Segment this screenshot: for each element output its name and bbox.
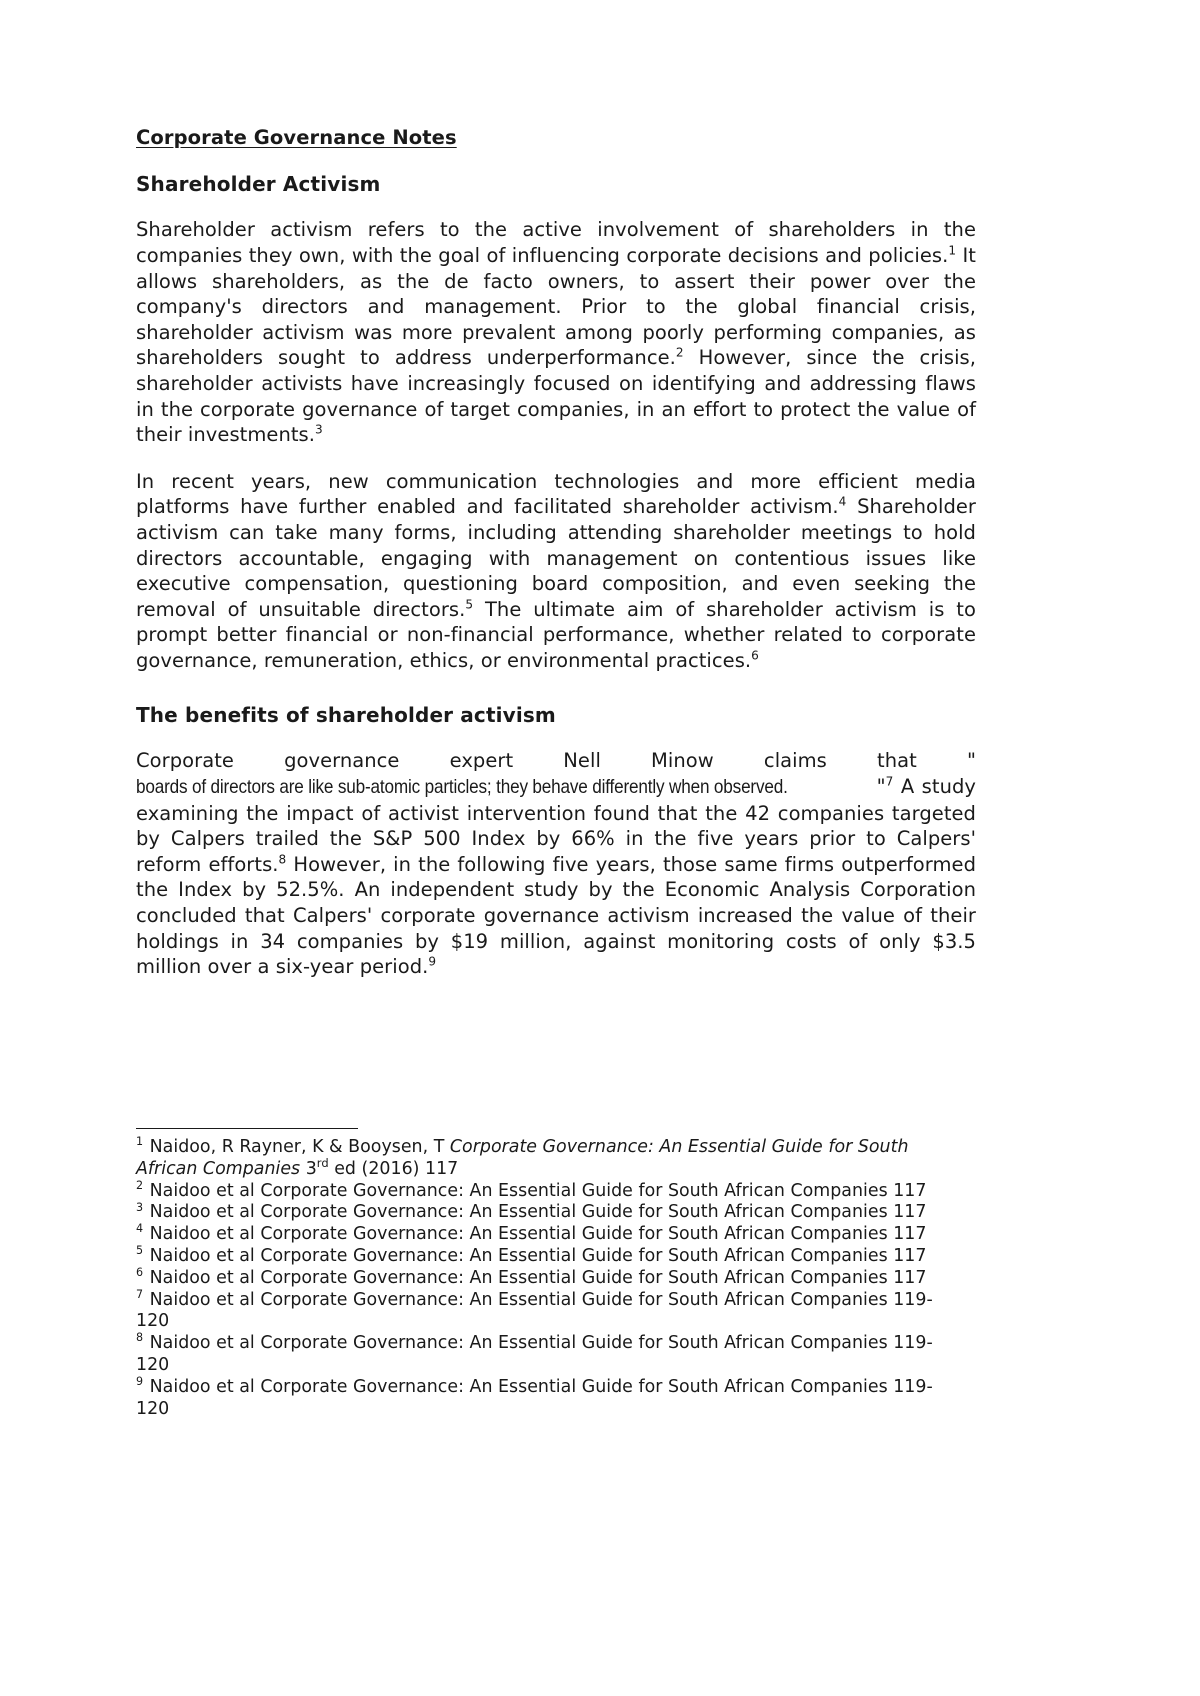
footnote-reference[interactable]: 2 (675, 345, 684, 360)
footnote-separator-rule (136, 1128, 358, 1129)
footnote-reference[interactable]: 9 (428, 954, 437, 969)
paragraph-benefits-1: Corporate governance expert Nell Minow claims that "boards of directors are like sub-atomic particles; they behave differently when observed. "$^7$ A study examining the impact of activist intervention found that the 42 companies targeted by Calpers trailed the S&P 500 Index by 66% in the five years prior to Calpers' reform efforts.$^8$ However, in the following five years, those same firms outperformed the Index by 52.5%. An independent study by the Economic Analysis Corporation concluded that Calpers' corporate governance activism increased the value of their holdings in 34 companies by $19 million, against monitoring costs of only $3.5 million over a six-year period.$^9$ (136, 749, 976, 979)
footnotes-section (136, 1128, 948, 1420)
ordinal-suffix: rd (316, 1156, 329, 1170)
footnote-marker[interactable]: 9 (136, 1374, 144, 1388)
footnote-marker[interactable]: 1 (136, 1135, 144, 1149)
quoted-passage: boards of directors are like sub-atomic particles; they behave differently when observed. (136, 776, 788, 799)
book-title: Corporate Governance: An Essential Guide for South African Companies (136, 1137, 909, 1179)
section-heading-benefits: The benefits of shareholder activism (136, 703, 556, 728)
footnote-reference[interactable]: 3 (315, 422, 323, 437)
footnote-item: $^1$ Naidoo, R Rayner, K & Booysen, T Corporate Governance: An Essential Guide for South African Companies 3rd ed (2016) 117 (136, 1135, 909, 1179)
footnote-marker[interactable]: 5 (136, 1244, 144, 1258)
paragraph-shareholder-activism-2: In recent years, new communication technologies and more efficient media platforms have further enabled and facilitated shareholder activism.$^4$ Shareholder activism can take many forms, including attending shareholder meetings to hold directors accountable, engaging with management on contentious issues like executive compensation, questioning board composition, and even seeking the removal of unsuitable directors.$^5$ The ultimate aim of shareholder activism is to prompt better financial or non-financial performance, whether related to corporate governance, remuneration, ethics, or environmental practices.$^6$ (136, 469, 976, 672)
footnote-item: $^2$ Naidoo et al Corporate Governance: An Essential Guide for South African Companies 117 (136, 1178, 927, 1201)
footnote-marker[interactable]: 2 (136, 1178, 144, 1192)
footnote-item: $^3$ Naidoo et al Corporate Governance: An Essential Guide for South African Companies 117 (136, 1200, 927, 1223)
footnote-item: $^7$ Naidoo et al Corporate Governance: An Essential Guide for South African Companies 119-120 (136, 1287, 933, 1332)
page-title: Corporate Governance Notes (136, 126, 457, 149)
footnote-marker[interactable]: 3 (136, 1200, 144, 1214)
footnote-item: $^8$ Naidoo et al Corporate Governance: An Essential Guide for South African Companies 119-120 (136, 1331, 933, 1375)
footnote-item: $^4$ Naidoo et al Corporate Governance: An Essential Guide for South African Companies 117 (136, 1222, 927, 1245)
footnote-list (136, 1137, 948, 1420)
footnote-marker[interactable]: 4 (136, 1222, 144, 1236)
footnote-item: $^5$ Naidoo et al Corporate Governance: An Essential Guide for South African Companies 117 (136, 1244, 927, 1266)
paragraph-shareholder-activism-1: Shareholder activism refers to the active involvement of shareholders in the companies they own, with the goal of influencing corporate decisions and policies.$^1$ It allows shareholders, as the de facto owners, to assert their power over the company's directors and management. Prior to the global financial crisis, shareholder activism was more prevalent among poorly performing companies, as shareholders sought to address underperformance.$^2$ However, since the crisis, shareholder activists have increasingly focused on identifying and addressing flaws in the corporate governance of target companies, in an effort to protect the value of their investments.$^3$ (136, 218, 976, 447)
footnote-reference[interactable]: 1 (948, 243, 957, 258)
footnote-reference[interactable]: 7 (885, 774, 894, 789)
footnote-reference[interactable]: 5 (465, 597, 474, 612)
document-body (136, 126, 976, 980)
footnote-reference[interactable]: 4 (838, 494, 847, 509)
footnote-reference[interactable]: 8 (278, 852, 287, 867)
footnote-item: $^6$ Naidoo et al Corporate Governance: An Essential Guide for South African Companies 117 (136, 1265, 927, 1288)
footnote-reference[interactable]: 6 (751, 648, 759, 663)
footnote-marker[interactable]: 7 (136, 1287, 144, 1301)
section-heading-shareholder-activism: Shareholder Activism (136, 172, 381, 197)
footnote-item: $^9$ Naidoo et al Corporate Governance: An Essential Guide for South African Companies 119-120 (136, 1374, 933, 1419)
footnote-marker[interactable]: 6 (136, 1265, 144, 1279)
footnote-marker[interactable]: 8 (136, 1331, 144, 1345)
